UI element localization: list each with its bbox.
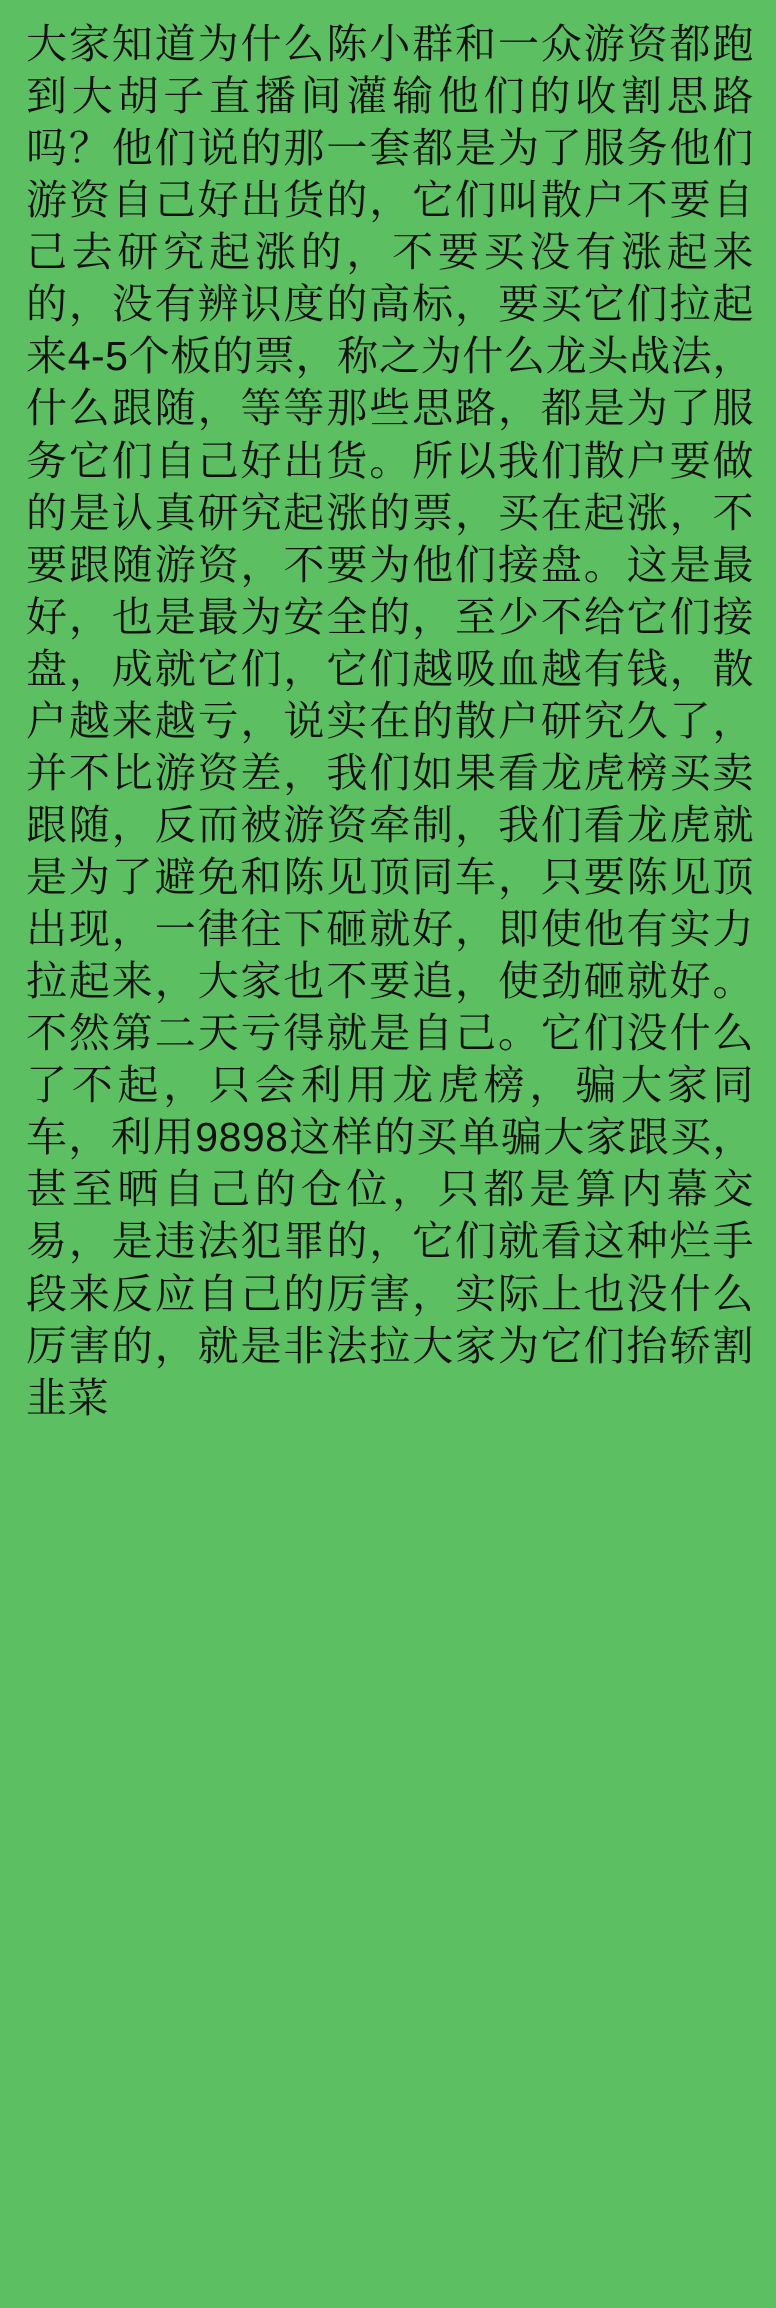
article-body-text: 大家知道为什么陈小群和一众游资都跑到大胡子直播间灌输他们的收割思路吗？他们说的那一套都是为了服务他们游资自己好出货的，它们叫散户不要自己去研究起涨的，不要买没有涨起来的，没有辨识度的高标，要买它们拉起来4-5个板的票，称之为什么龙头战法，什么跟随，等等那些思路，都是为了服务它们自己好出货。所以我们散户要做的是认真研究起涨的票，买在起涨，不要跟随游资，不要为他们接盘。这是最好，也是最为安全的，至少不给它们接盘，成就它们，它们越吸血越有钱，散户越来越亏，说实在的散户研究久了，并不比游资差，我们如果看龙虎榜买卖跟随，反而被游资牵制，我们看龙虎就是为了避免和陈见顶同车，只要陈见顶出现，一律往下砸就好，即使他有实力拉起来，大家也不要追，使劲砸就好。不然第二天亏得就是自己。它们没什么了不起，只会利用龙虎榜，骗大家同车，利用9898这样的买单骗大家跟买，甚至晒自己的仓位，只都是算内幕交易，是违法犯罪的，它们就看这种烂手段来反应自己的厉害，实际上也没什么厉害的，就是非法拉大家为它们抬轿割韭菜 <box>26 21 754 1421</box>
